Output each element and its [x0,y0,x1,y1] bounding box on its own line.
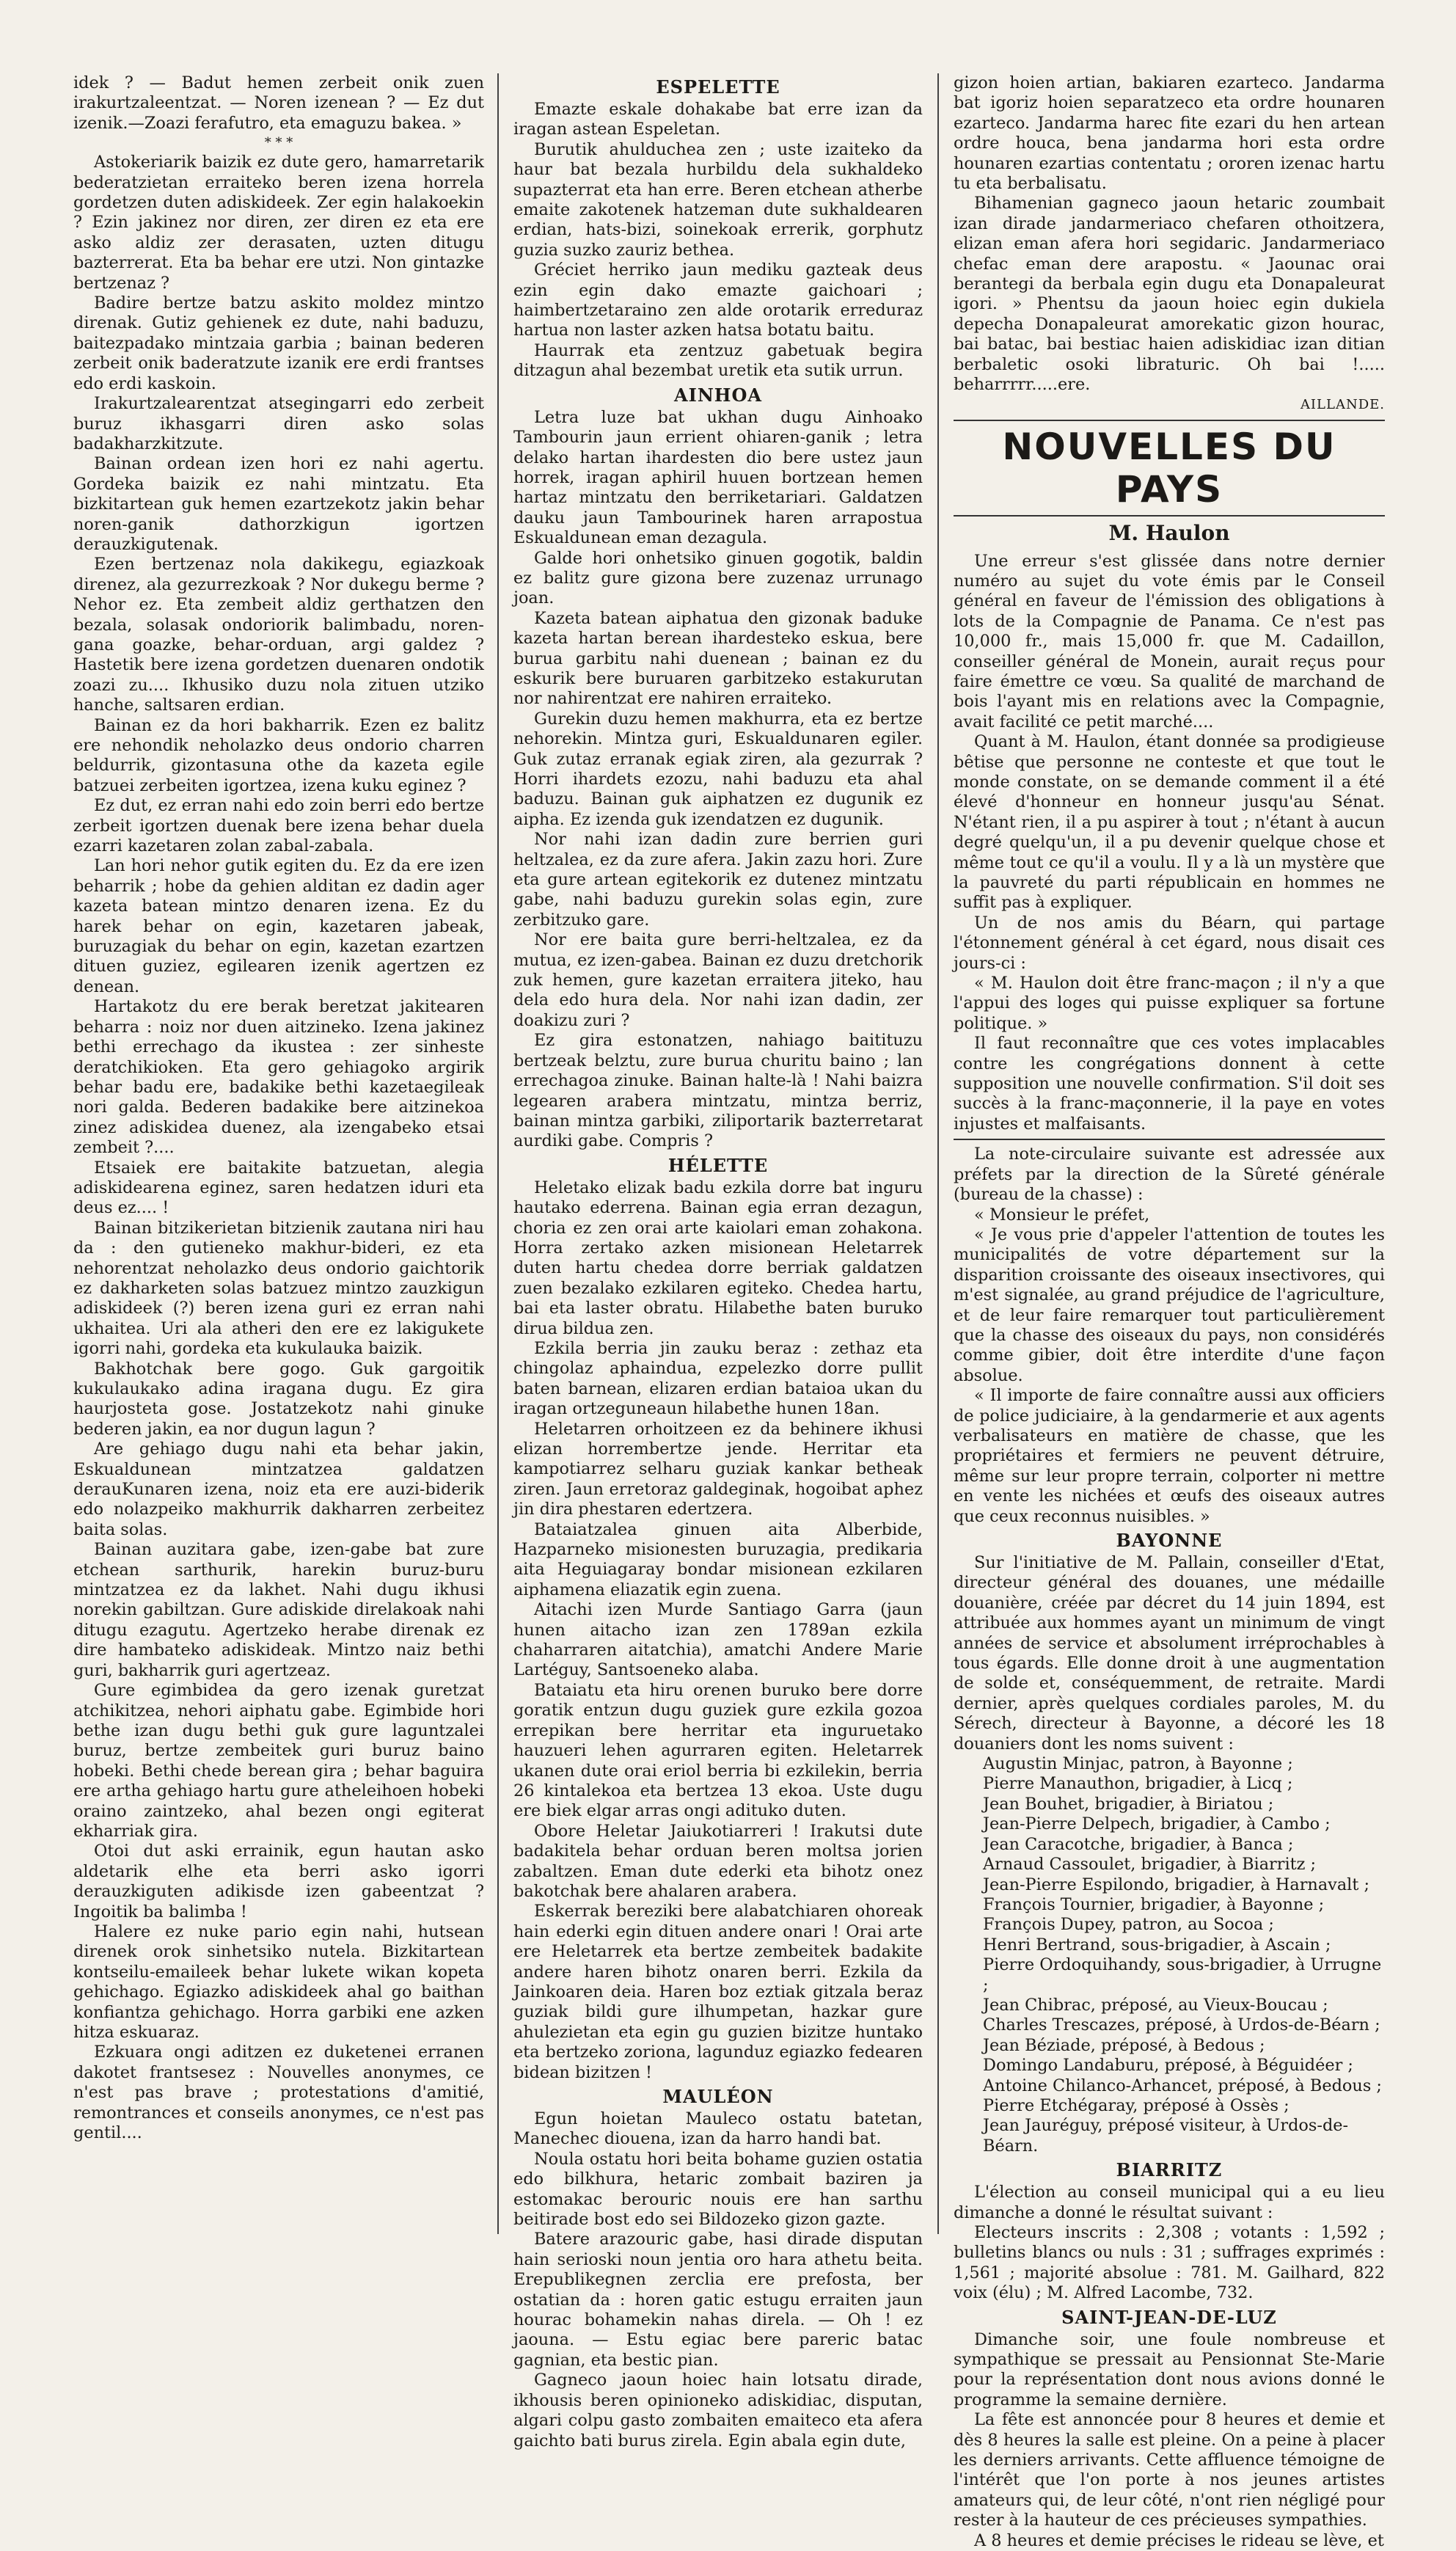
paragraph: Bainan auzitara gabe, izen-gabe bat zure etchean sarthurik, harekin buruz-buru mintzatzea ez da lakhet. Nahi dugu ikhusi norekin gabiltzan. Gure adiskide direlakoak nahi ditugu ezagutu. Agertzeko herabe direnak ez dire hambateko adiskideak. Mintzo naiz bethi guri, bakharrik guri agertzeaz. [73,1540,484,1680]
divider [954,420,1385,421]
list-item: Charles Trescazes, préposé, à Urdos-de-Béarn ; [983,2015,1380,2035]
column-3 [937,73,1385,2550]
list-item: Arnaud Cassoulet, brigadier, à Biarritz ; [983,1855,1317,1875]
paragraph: Une erreur s'est glissée dans notre dernier numéro au sujet du vote émis par le Conseil général en faveur de l'émission des obligations à lots de la Compagnie de Panama. Ce n'est pas 10,000 fr., mais 15,000 fr. que M. Cadaillon, conseiller général de Monein, aurait reçus pour faire émettre ce vœu. Sa qualité de marchand de bois l'ayant mis en relations avec la Compagnie, avait facilité ce petit marché.... [954,551,1385,731]
paragraph: Bainan ez da hori bakharrik. Ezen ez balitz ere nehondik neholazko deus ondorio charren beldurrik, gizontasuna othe da kazeta egile batzuei zerbeiten igortzea, izena kuku eginez ? [73,715,484,795]
paragraph: Bainan ordean izen hori ez nahi agertu. Gordeka baizik ez nahi mintzatu. Eta bizkitartean guk hemen ezartzekotz jakin behar noren-ganik dathorzkigun igortzen derauzkigutenak. [73,454,484,554]
paragraph: Emazte eskale dohakabe bat erre izan da iragan astean Espeletan. [513,100,923,139]
paragraph: Batere arazouric gabe, hasi dirade disputan hain serioski noun jentia oro hara athetu beita. Erepublikegnen zerclia ere prefosta, ber ostatian da : horen gatic estugu erraiten jaun hourac bohamekin nahas direla. — Oh ! ez jaouna. — Estu egiac bere pareric batac gagnian, eta bestic pian. [513,2230,923,2370]
list-item: Jean-Pierre Espilondo, brigadier, à Harnavalt ; [983,1875,1369,1894]
paragraph: Nor nahi izan dadin zure berrien guri heltzalea, ez da zure afera. Jakin zazu hori. Zure eta gure artean egitekorik ez dutenez mintzatu gabe, nahi baduzu gurekin solas egin, zure zerbitzuko gare. [513,830,923,930]
section-heading-espelette: ESPELETTE [656,76,780,98]
paragraph: Gagneco jaoun hoiec hain lotsatu dirade, ikhousis beren opinioneko adiskidiac, disputan, algari colpu gasto zombaiten emaiteco eta afera gaichto bati burus zirela. Egin abala egin dute, [513,2371,923,2450]
paragraph: Egun hoietan Mauleco ostatu batetan, Manechec diouena, izan da harro handi bat. [513,2109,923,2149]
section-title-nouvelles-du-pays: NOUVELLES DU PAYS [1002,425,1336,511]
column-1 [73,73,497,2234]
paragraph: Obore Heletar Jaiukotiarreri ! Irakutsi dute badakitela behar orduan beren moltsa jorien zabaltzen. Eman dute ederki eta bihotz onez bakotchak bere ahalaren arabera. [513,1821,923,1901]
paragraph: Bainan bitzikerietan bitzienik zautana niri hau da : den gutieneko makhur-bideri, ez eta nehorentzat neholazko deus ondorio gaichtorik ez dakharketen solas batzuez mintzo zauzkigun adiskideek (?) beren izena guri ez erran nahi ukhaitea. Uri ala atheri den ere ez lakigukete igorri nahi, gordeka eta kukulauka baizik. [73,1218,484,1359]
paragraph: A 8 heures et demie précises le rideau se lève, et [974,2530,1384,2550]
list-item: François Dupey, patron, au Socoa ; [983,1915,1274,1935]
list-item: Antoine Chilanco-Arhancet, préposé, à Bedous ; [983,2076,1382,2095]
paragraph: Aitachi izen Murde Santiago Garra (jaun hunen aitacho izan zen 1789an ezkila chaharraren aitatchia), amatchi Andere Marie Lartéguy, Santsoeneko alaba. [513,1600,923,1680]
list-item: François Tournier, brigadier, à Bayonne ; [983,1894,1325,1914]
article-heading-haulon: M. Haulon [1108,520,1230,545]
signature: AILLANDE. [1300,396,1385,412]
paragraph: Kazeta batean aiphatua den gizonak baduke kazeta hartan berean ihardesteko eskua, bere burua garbitu nahi duenean ; bainan ez du eskurik bere buruaren garbitzeko estakurutan nor nahirentzat ere nahiren erraiteko. [513,608,923,709]
paragraph: Burutik ahulduchea zen ; uste izaiteko da haur bat bezala hurbildu dela sukhaldeko supazterrat eta han erre. Beren etchean atherbe emaite zakotenek hatzeman dute sukhaldearen erdian, hats-bizi, soinekoak errerik, gorphutz guzia suzko zauriz bethea. [513,139,923,260]
paragraph: Heletako elizak badu ezkila dorre bat inguru hautako ederrena. Bainan egia erran dezagun, choria ez zen orai arte kaiolari eman zohakona. Horra zertako azken misionean Heletarrek duten hartu chedea dorre berriak galdatzen zuen bezalako ezkilaren egiteko. Chedea hartu, bai eta laster obratu. Hilabethe baten buruko dirua bildua zen. [513,1178,923,1338]
list-item: Jean Chibrac, préposé, au Vieux-Boucau ; [983,1995,1328,2015]
paragraph: Irakurtzalearentzat atsegingarri edo zerbeit buruz ikhasgarri diren asko solas badakharzkitzute. [73,394,484,453]
section-heading-bayonne: BAYONNE [1116,1530,1223,1551]
paragraph: « Je vous prie d'appeler l'attention de toutes les municipalités de votre département sur la disparition croissante des oiseaux insectivores, qui m'est signalée, au grand préjudice de l'agriculture, et de leur faire remarquer tout particulièrement que la chasse des oiseaux du pays, non considérés comme gibier, doit être interdite d'une façon absolue. [954,1225,1385,1385]
paragraph: Ezkuara ongi aditzen ez duketenei erranen dakotet frantsesez : Nouvelles anonymes, ce n'est pas brave ; protestations d'amitié, remontrances et conseils anonymes, ce n'est pas gentil.... [73,2043,484,2143]
paragraph: Galde hori onhetsiko ginuen gogotik, baldin ez balitz gure gizona bere zuzenaz urrunago joan. [513,548,923,608]
section-heading-helette: HÉLETTE [667,1154,769,1176]
section-heading-ainhoa: AINHOA [674,384,762,406]
list-item: Jean Caracotche, brigadier, à Banca ; [983,1834,1294,1854]
section-heading-saint-jean-de-luz: SAINT-JEAN-DE-LUZ [1061,2306,1277,2328]
paragraph: Noula ostatu hori beita bohame guzien ostatia edo bilkhura, hetaric zombait baziren ja estomakac berouric nouis ere han sarthu beitirade bost edo sei Bildozeko gizon gazte. [513,2149,923,2230]
paragraph: Sur l'initiative de M. Pallain, conseiller d'Etat, directeur général des douanes, une médaille douanière, créée par décret du 14 juin 1894, est attribuée aux hommes ayant un minimum de vingt années de service et absolument irréprochables à tous égards. Elle donne droit à une augmentation de solde et, conséquemment, de retraite. Mardi dernier, après quelques cordiales paroles, M. du Sérech, directeur à Bayonne, a décoré les 18 douaniers dont les noms suivent : [954,1553,1385,1753]
paragraph: La fête est annoncée pour 8 heures et demie et dès 8 heures la salle est pleine. On a peine à placer les derniers arrivants. Cette affluence témoigne de l'intérêt que l'on porte à nos jeunes artistes amateurs qui, de leur côté, n'ont rien négligé pour rester à la hauteur de ces précieuses sympathies. [954,2410,1385,2530]
paragraph: Lan hori nehor gutik egiten du. Ez da ere izen beharrik ; hobe da gehien alditan ez dadin ager kazeta batean mintzo denaren izena. Ez du harek behar on egin, kazetaren jabeak, buruzagiak du behar on egin, kazetan ezartzen dituen guziez, egilearen izenik agertzen ez denean. [73,856,484,996]
paragraph: Gréciet herriko jaun mediku gazteak deus ezin egin dako emazte gaichoari ; haimbertzetaraino zen alde orotarik erreduraz hartua non laster azken hatsa botatu baitu. [513,260,923,340]
paragraph: Electeurs inscrits : 2,308 ; votants : 1,592 ; bulletins blancs ou nuls : 31 ; suffrages exprimés : 1,561 ; majorité absolue : 781. M. Gailhard, 822 voix (élu) ; M. Alfred Lacombe, 732. [954,2223,1385,2303]
list-item: Augustin Minjac, patron, à Bayonne ; [983,1754,1293,1774]
paragraph: Letra luze bat ukhan dugu Ainhoako Tambourin jaun errient ohiaren-ganik ; letra delako hartan ihardesten dio bere ustez jaun horrek, iragan aphiril huuen bortzean hemen hartaz mintzatu den berriketariari. Galdatzen dauku jaun Tambourinek haren arrapostua Eskualdunean eman dezagula. [513,407,923,548]
columns [73,73,1413,2550]
paragraph: Gurekin duzu hemen makhurra, eta ez bertze nehorekin. Mintza guri, Eskualdunaren egiler. Guk zutaz erranak egiak ziren, ala gezurrak ? Horri ihardets ezozu, nahi baduzu eta ahal baduzu. Bainan guk aiphatzen ez dugunik ez aipha. Ez izenda guk izendatzen ez dugunik. [513,709,923,829]
list-item: Jean-Pierre Delpech, brigadier, à Cambo ; [983,1814,1331,1834]
paragraph: Are gehiago dugu nahi eta behar jakin, Eskualdunean mintzatzea galdatzen derauKunaren izena, noiz eta ere auzi-biderik edo nolazpeiko makhurrik dakharren zerbeitez baita solas. [73,1439,484,1539]
paragraph: Badire bertze batzu askito moldez mintzo direnak. Gutiz gehienek ez dute, nahi baduzu, baitezpadako mintzaia garbia ; bainan bederen zerbeit onik baderatzute izanik ere erdi frantses edo erdi kaskoin. [73,293,484,393]
list-item: Domingo Landaburu, préposé, à Béguidéer ; [983,2056,1353,2076]
paragraph: « Il importe de faire connaître aussi aux officiers de police judiciaire, à la gendarmerie et aux agents verbalisateurs en matière de chasse, que les propriétaires et fermiers ne peuvent détruire, même sur leur propre terrain, colporter ni mettre en vente les nichées et œufs des oiseaux autres que ceux reconnus nuisibles. » [954,1386,1385,1526]
paragraph: Ezkila berria jin zauku beraz : zethaz eta chingolaz aphaindua, ezpelezko dorre pullit baten barnean, elizaren erdian bataioa ukan du iragan ortzeguneaun hilabethe hunen 18an. [513,1338,923,1419]
paragraph: Ez gira estonatzen, nahiago baitituzu bertzeak belztu, zure burua churitu baino ; lan errechagoa zinuke. Bainan halte-là ! Nahi baizra legearen arabera mintzatu, mintza berriz, bainan mintza garbiki, ziliportarik bazterretarat aurdiki gabe. Compris ? [513,1031,923,1151]
paragraph: « M. Haulon doit être franc-maçon ; il n'y a que l'appui des loges qui puisse expliquer sa fortune politique. » [954,974,1385,1033]
paragraph: Bataiatzalea ginuen aita Alberbide, Hazparneko misionesten buruzagia, predikaria aita Heguiagaray bondar misionean ezkilaren aiphamena eliazatik egin zuena. [513,1519,923,1599]
paragraph: L'élection au conseil municipal qui a eu lieu dimanche a donné le résultat suivant : [954,2183,1385,2222]
paragraph: Dimanche soir, une foule nombreuse et sympathique se pressait au Pensionnat Ste-Marie pour la représentation dont nous avions donné le programme la semaine dernière. [954,2329,1385,2409]
paragraph: Etsaiek ere baitakite batzuetan, alegia adiskidearena eginez, saren hedatzen iduri eta deus ez.... ! [73,1158,484,1218]
list-item: Jean Béziade, préposé, à Bedous ; [983,2035,1265,2055]
paragraph: Halere ez nuke pario egin nahi, hutsean direnek orok sinhetsiko nutela. Bizkitartean kontseilu-emaileek behar lukete wikan kopeta gehichago. Egiazko adiskideek ahal go baithan konfiantza gehichago. Horra garbiki ene azken hitza eskuaraz. [73,1922,484,2042]
paragraph: Haurrak eta zentzuz gabetuak begira ditzagun ahal bezembat uretik eta sutik urrun. [513,340,923,381]
list-item: Pierre Manauthon, brigadier, à Licq ; [983,1774,1293,1794]
divider [954,515,1385,517]
paragraph: Astokeriarik baizik ez dute gero, hamarretarik bederatzietan erraiteko beren izena horrela gordetzen duten adiskideek. Zer egin halakoekin ? Ezin jakinez nor diren, zer diren ez eta ere asko aldiz zer derasaten, uzten ditugu bazterrerat. Eta ba behar ere utzi. Non gintazke bertzenaz ? [73,153,484,293]
paragraph: Ezen bertzenaz nola dakikegu, egiazkoak direnez, ala gezurrezkoak ? Nor dukegu berme ? Nehor ez. Eta zembeit aldiz gerthatzen den bezala, solasak ondoriorik balimbadu, noren-gana goazke, behar-orduan, argi galdez ? Hastetik bere izena gordetzen duenaren ondotik zoazi zu.... Ikhusiko duzu nola zituen utziko hanche, saltsaren erdian. [73,555,484,715]
paragraph: « Monsieur le préfet, [974,1205,1150,1225]
list-item: Jean Jauréguy, préposé visiteur, à Urdos-de-Béarn. [983,2116,1349,2156]
list-item: Jean Bouhet, brigadier, à Biriatou ; [983,1794,1274,1814]
paragraph: Bataiatu eta hiru orenen buruko bere dorre goratik entzun dugu guziek gure ezkila gozoa errepikan bere herritar eta inguruetako hauzueri lehen agurraren egiten. Heletarrek ukanen dute orai eriol berria bi ezkilekin, berria 26 kintalekoa eta bertzea 13 ekoa. Uste dugu ere biek elgar arras ongi adituko duten. [513,1680,923,1821]
douaniers-list [954,1754,1385,2156]
paragraph: Ez dut, ez erran nahi edo zoin berri edo bertze zerbeit igortzen duenak bere izena behar duela ezarri kazetaren zolan zabal-zabala. [73,796,484,856]
list-item: Henri Bertrand, sous-brigadier, à Ascain ; [983,1935,1331,1955]
paragraph: Bakhotchak bere gogo. Guk gargoitik kukulaukako adina iragana dugu. Ez gira haurjosteta gose. Jostatzekotz nahi ginuke bederen jakin, ea nor dugun lagun ? [73,1359,484,1439]
divider [954,1139,1385,1140]
paragraph: Bihamenian gagneco jaoun hetaric zoumbait izan dirade jandarmeriaco chefaren othoitzera, elizan eman afera hori segidaric. Jandarmeriaco chefac eman dere arapostu. « Jaounac orai berantegi da berbala egin dugu eta Donapaleurat igori. » Phentsu da jaoun hoiec egin dukiela depecha Donapaleurat amorekatic gizon hourac, bai batac, bai bestiac haien adiskidiac izan ditian berbaletic osoki libraturic. Oh bai !..... beharrrrr.....ere. [954,194,1385,395]
column-2 [497,73,937,2450]
paragraph: Gure egimbidea da gero izenak guretzat atchikitzea, nehori aiphatu gabe. Egimbide hori bethe izan dugu bethi guk gure laguntzalei buruz, bertze zembeitek guri buruz baino hobeki. Bethi chede berean gira ; behar baguira ere artha gehiago hartu gure atheleihoen hobeki oraino zaintzeko, ahal bezen ongi egiterat ekharriak gira. [73,1681,484,1841]
paragraph: gizon hoien artian, bakiaren ezarteco. Jandarma bat igoriz hoien separatzeco eta ordre hounaren ezarteco. Jandarma harec fite ezari du hen artean ordre houca, bena jandarma hori esta ordre hounaren ezartias contentatu ; ororen izenac hartu tu eta berbalisatu. [954,73,1385,194]
paragraph: Quant à M. Haulon, étant donnée sa prodigieuse bêtise que personne ne conteste et que tout le monde constate, on se demande comment il a été élevé d'honneur en honneur jusqu'au Sénat. N'étant rien, il a pu aspirer à tout ; n'étant à aucun degré quelqu'un, il a pu devenir quelque chose et même tout ce qu'il a voulu. Il y a là un mystère que la pauvreté du parti républicain en hommes ne suffit pas à expliquer. [954,732,1385,913]
section-heading-mauleon: MAULÉON [662,2086,774,2107]
paragraph: Un de nos amis du Béarn, qui partage l'étonnement général à cet égard, nous disait ces jours-ci : [954,913,1385,973]
list-item: Pierre Etchégaray, préposé à Ossès ; [983,2095,1289,2115]
paragraph: idek ? — Badut hemen zerbeit onik zuen irakurtzaleentzat. — Noren izenean ? — Ez dut izenik.—Zoazi ferafutro, eta emaguzu bakea. » [73,73,484,133]
section-separator: * * * [264,135,293,151]
paragraph: Heletarren orhoitzeen ez da behinere ikhusi elizan horrembertze jende. Herritar eta kampotiarrez selharu guziak kankar betheak ziren. Jaun erretoraz galdeginak, hogoibat aphez jin dira phestaren edertzera. [513,1419,923,1519]
paragraph: Hartakotz du ere berak beretzat jakitearen beharra : noiz nor duen aitzineko. Izena jakinez bethi errechago da ikustea : zer sinheste deratchikioken. Eta gero gehiagoko argirik behar badu ere, badakike bethi kazetaegileak nori galda. Bederen badakike bere aitzinekoa zinez adiskidea duenez, ala izengabeko etsai zembeit ?.... [73,997,484,1158]
paragraph: Nor ere baita gure berri-heltzalea, ez da mutua, ez izen-gabea. Bainan ez duzu dretchorik zuk hemen, gure kazetan erraitera jiteko, hau dela edo hura dela. Nor nahi izan dadin, zer doakizu zuri ? [513,930,923,1030]
paragraph: Il faut reconnaître que ces votes implacables contre les congrégations donnent à cette supposition une nouvelle confirmation. S'il doit ses succès à la franc-maçonnerie, il la paye en votes injustes et malfaisants. [954,1034,1385,1134]
paragraph: Otoi dut aski errainik, egun hautan asko aldetarik elhe eta berri asko igorri derauzkiguten adikisde izen gabeentzat ? Ingoitik ba balimba ! [73,1842,484,1922]
paragraph: Eskerrak bereziki bere alabatchiaren ohoreak hain ederki egin dituen andere onari ! Orai arte ere Heletarrek eta bertze zembeitek badakite andere haren bihotz onaren berri. Ezkila da Jainkoaren deia. Haren boz eztiak gitzala beraz guziak bildi gure ilhumpetan, hazkar gure ahulezietan eta egin gu guzien bizitze huntako eta bertzeko zoriona, lagunduz egiazko fedearen bidean bizitzen ! [513,1902,923,2082]
section-heading-biarritz: BIARRITZ [1116,2159,1223,2181]
paragraph: La note-circulaire suivante est adressée aux préfets par la direction de la Sûreté générale (bureau de la chasse) : [954,1145,1385,1205]
list-item: Pierre Ordoquihandy, sous-brigadier, à Urrugne ; [983,1955,1382,1995]
